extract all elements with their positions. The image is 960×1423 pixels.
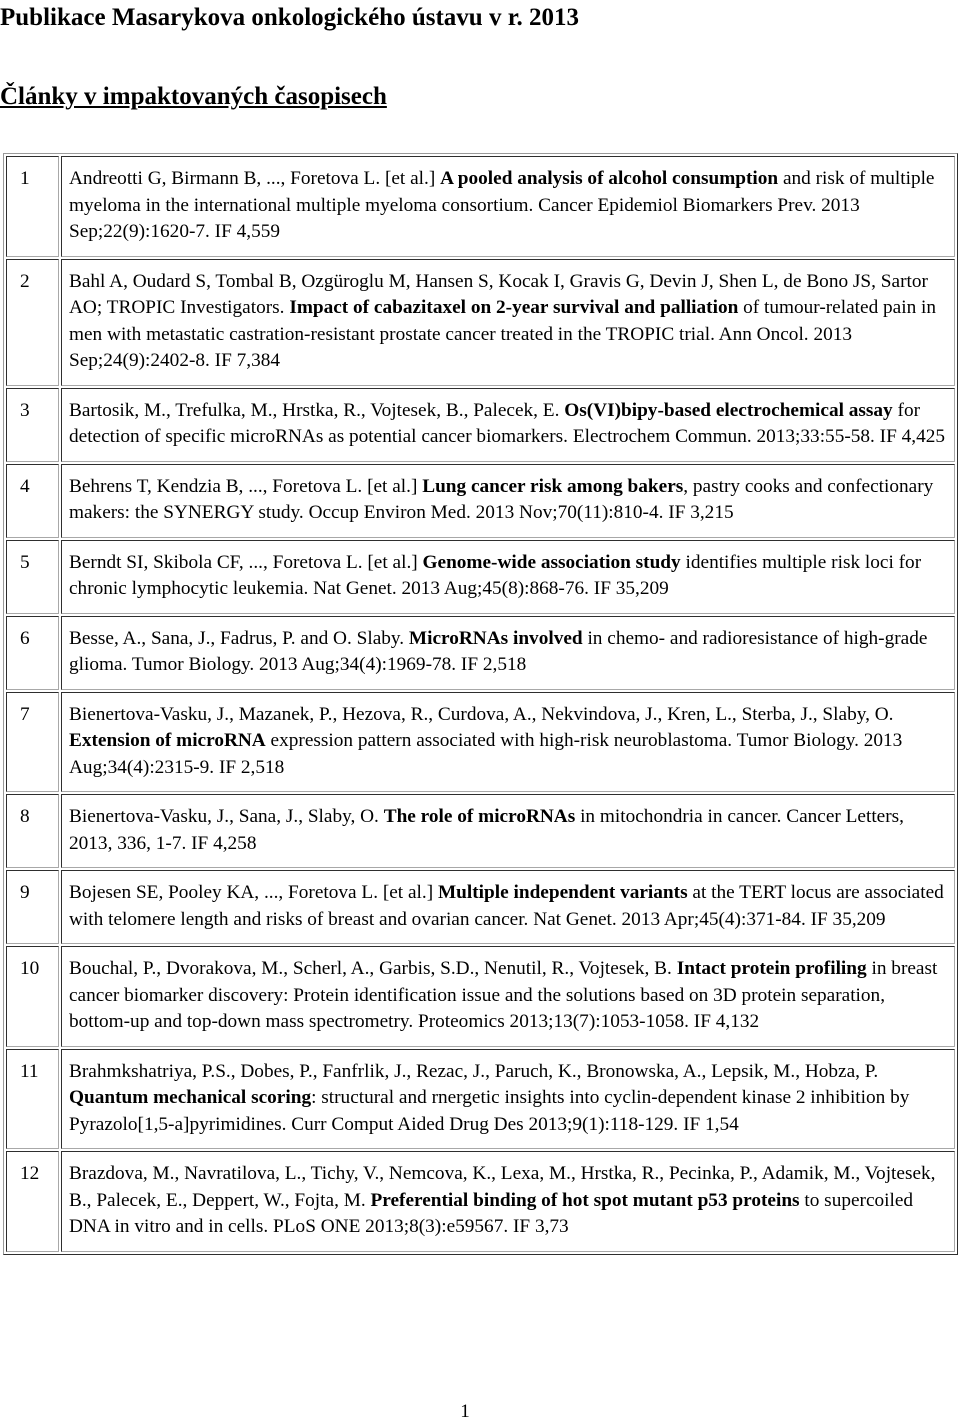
publication-source: Tumor Biology. 2013 Aug;34(4):2315-9. IF 2,518 [69,730,903,778]
page-number: 1 [460,1401,470,1422]
publication-row [6,259,955,386]
publication-source: Nat Genet. 2013 Aug;45(8):868-76. IF 35,209 [313,578,669,599]
publication-title-rest: to supercoiled DNA in vitro and in cells. [69,1189,914,1237]
publication-title-rest: in mitochondria in cancer. [575,806,782,827]
publications-table [3,153,958,1255]
publication-citation [61,388,955,462]
publication-source: Tumor Biology. 2013 Aug;34(4):1969-78. IF 2,518 [131,654,527,675]
publication-citation [61,464,955,538]
publication-row [6,464,955,538]
publication-source: Occup Environ Med. 2013 Nov;70(11):810-4. IF 3,215 [308,502,734,523]
publication-title-highlight: Impact of cabazitaxel on 2-year survival and palliation [289,297,739,318]
publication-title-highlight: A pooled analysis of alcohol consumption [440,168,779,189]
publication-source: Ann Oncol. 2013 Sep;24(9):2402-8. IF 7,384 [69,323,853,371]
publication-title-highlight: The role of microRNAs [383,806,576,827]
publication-title-highlight: Os(VI)bipy-based electrochemical assay [564,399,893,421]
publication-number: 7 [6,692,59,793]
publication-title-highlight: Genome-wide association study [422,551,681,573]
publication-authors: Bartosik, M., Trefulka, M., Hrstka, R., Vojtesek, B., Palecek, E. [69,399,565,421]
publication-title-highlight: Quantum mechanical scoring [69,1087,312,1108]
publication-number: 12 [6,1151,59,1252]
publication-citation [61,870,955,944]
publication-authors: Brazdova, M., Navratilova, L., Tichy, V., Nemcova, K., Lexa, M., Hrstka, R., Pecinka, P., Adamik, M., Vojtesek, B., Palecek, E., Deppert, W., Fojta, M. [69,1163,936,1211]
publication-title-rest: in chemo- and radioresistance of high-grade glioma. [69,627,928,675]
publication-authors: Bienertova-Vasku, J., Sana, J., Slaby, O. [69,806,384,827]
publication-title-rest: in breast cancer biomarker discovery: Protein identification issue and the solutions based on 3D protein separation, bottom-up and top-down mass spectrometry. [69,958,938,1032]
publication-title-highlight: Intact protein profiling [676,958,867,979]
publication-citation [61,1049,955,1150]
publication-source: Proteomics 2013;13(7):1053-1058. IF 4,132 [417,1011,760,1032]
publication-authors: Behrens T, Kendzia B, ..., Foretova L. [et al.] [69,475,423,497]
publication-title-end: . [528,194,539,216]
publication-authors: Bouchal, P., Dvorakova, M., Scherl, A., Garbis, S.D., Nenutil, R., Vojtesek, B. [69,958,677,979]
publication-title-highlight: Extension of microRNA [69,730,266,751]
publication-citation [61,692,955,793]
publication-title-rest: : structural and rnergetic insights into cyclin-dependent kinase 2 inhibition by Pyrazolo[1,5-a]pyrimidines. [69,1087,910,1135]
publication-source: Cancer Letters, 2013, 336, 1-7. IF 4,258 [69,806,904,854]
publication-row [6,1151,955,1252]
publication-title-rest: and risk of multiple myeloma in the international multiple myeloma consortium [69,168,935,216]
publication-citation [61,946,955,1047]
publication-authors: Brahmkshatriya, P.S., Dobes, P., Fanfrlik, J., Rezac, J., Paruch, K., Bronowska, A., Lepsik, M., Hobza, P. [69,1060,879,1082]
publication-title-rest: identifies multiple risk loci for chronic lymphocytic leukemia. [69,551,922,599]
publication-number: 6 [6,616,59,690]
publication-row [6,1049,955,1150]
publication-number: 2 [6,259,59,386]
publication-number: 3 [6,388,59,462]
publication-source: Nat Genet. 2013 Apr;45(4):371-84. IF 35,209 [533,908,886,930]
publication-row [6,616,955,690]
publication-citation [61,794,955,868]
publication-citation [61,540,955,614]
publication-row [6,870,955,944]
section-title: Články v impaktovaných časopisech [0,83,387,110]
publication-number: 11 [6,1049,59,1150]
publication-title-rest: of tumour-related pain in men with metastatic castration-resistant prostate cancer treated in the TROPIC trial. [69,297,937,345]
publication-number: 1 [6,156,59,257]
publication-number: 10 [6,946,59,1047]
publication-row [6,156,955,257]
publication-source: Electrochem Commun. 2013;33:55-58. IF 4,425 [572,426,946,447]
publication-authors: Besse, A., Sana, J., Fadrus, P. and O. Slaby. [69,627,409,649]
publication-title-highlight: Lung cancer risk among bakers [422,475,684,497]
publication-source: Curr Comput Aided Drug Des 2013;9(1):118-129. IF 1,54 [291,1113,739,1135]
publication-row [6,946,955,1047]
publication-title-rest: , pastry cooks and confectionary makers: the SYNERGY study. [69,475,934,523]
publication-row [6,540,955,614]
publication-citation [61,156,955,257]
publications-table-body [6,156,955,1252]
publication-number: 5 [6,540,59,614]
publication-title-rest: expression pattern associated with high-risk neuroblastoma. [265,730,733,751]
publication-citation [61,1151,955,1252]
publication-number: 8 [6,794,59,868]
publication-title-highlight: Preferential binding of hot spot mutant p53 proteins [370,1189,800,1211]
publication-number: 4 [6,464,59,538]
publication-source: Cancer Epidemiol Biomarkers Prev. 2013 Sep;22(9):1620-7. IF 4,559 [69,194,860,242]
publication-row [6,388,955,462]
publication-title-highlight: Multiple independent variants [437,882,688,903]
publication-authors: Andreotti G, Birmann B, ..., Foretova L. [et al.] [69,168,441,189]
publication-citation [61,616,955,690]
publication-source: PLoS ONE 2013;8(3):e59567. IF 3,73 [273,1216,569,1237]
publication-title-rest: for detection of specific microRNAs as potential cancer biomarkers. [69,399,921,447]
publication-authors: Bahl A, Oudard S, Tombal B, Ozgüroglu M, Hansen S, Kocak I, Gravis G, Devin J, Shen L, de Bono JS, Sartor AO; TROPIC Investigators. [69,270,928,318]
publication-row [6,794,955,868]
publication-authors: Berndt SI, Skibola CF, ..., Foretova L. [et al.] [69,551,423,573]
publication-number: 9 [6,870,59,944]
publication-citation [61,259,955,386]
publication-title-highlight: MicroRNAs involved [408,627,583,649]
publication-authors: Bienertova-Vasku, J., Mazanek, P., Hezova, R., Curdova, A., Nekvindova, J., Kren, L., Sterba, J., Slaby, O. [69,703,894,725]
publication-title-rest: at the TERT locus are associated with telomere length and risks of breast and ovarian cancer. [69,882,944,930]
publication-row [6,692,955,793]
page-title: Publikace Masarykova onkologického ústavu v r. 2013 [0,4,580,31]
publication-authors: Bojesen SE, Pooley KA, ..., Foretova L. [et al.] [69,882,438,903]
